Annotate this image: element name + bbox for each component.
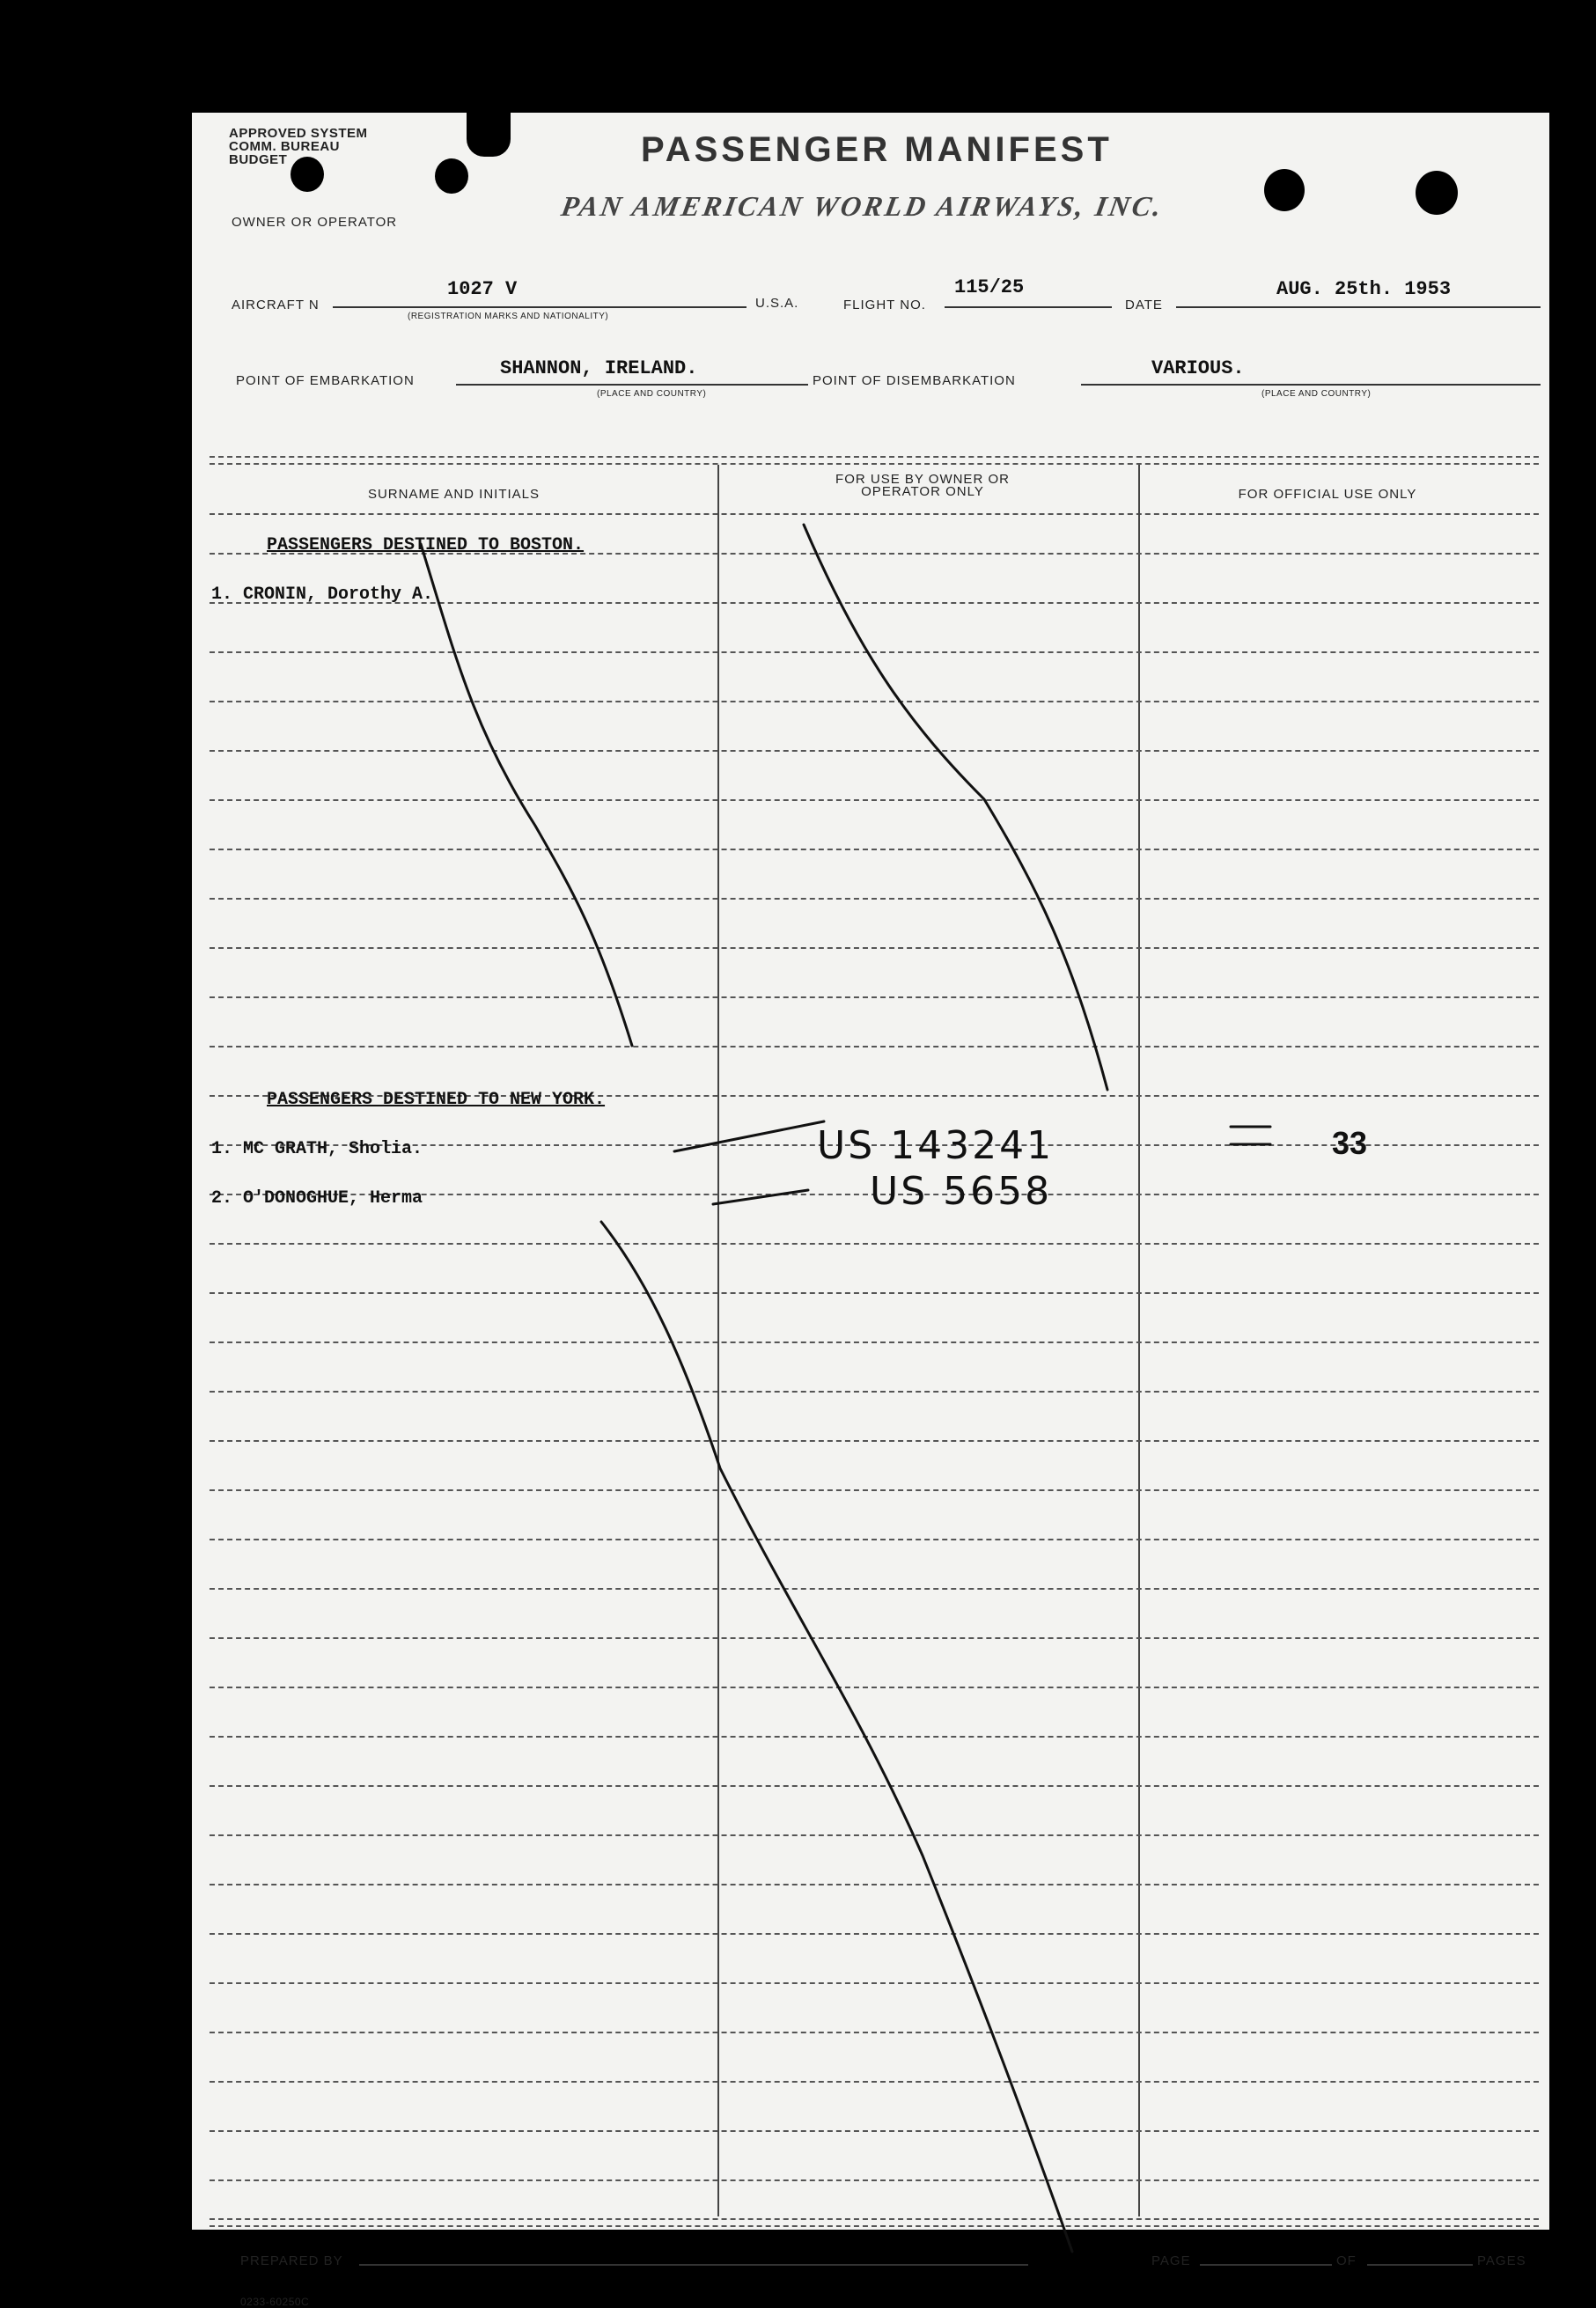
- date-value: AUG. 25th. 1953: [1276, 278, 1452, 300]
- prepared-by-underline: [359, 2264, 1028, 2266]
- official-number: 33: [1332, 1125, 1368, 1161]
- col-surname-header: SURNAME AND INITIALS: [367, 487, 541, 502]
- passenger-row: 2. O'DONOGHUE, Herma: [211, 1188, 423, 1209]
- pen-strokes: [192, 113, 1549, 2230]
- passenger-row: 1. CRONIN, Dorothy A.: [211, 584, 434, 605]
- col-owner-header: FOR USE BY OWNER OR OPERATOR ONLY: [835, 472, 1010, 499]
- page-label: PAGE: [1151, 2253, 1191, 2268]
- pages-label: PAGES: [1477, 2253, 1526, 2268]
- handwritten-passport-number: US 143241: [817, 1123, 1055, 1168]
- prepared-by-label: PREPARED BY: [240, 2253, 343, 2268]
- disembark-note: (PLACE AND COUNTRY): [1261, 389, 1372, 399]
- disembark-label: POINT OF DISEMBARKATION: [813, 373, 1016, 388]
- handwritten-passport-number: US 5658: [870, 1169, 1053, 1214]
- disembark-value: VARIOUS.: [1151, 357, 1245, 379]
- page-underline: [1200, 2264, 1332, 2266]
- passenger-row: 1. MC GRATH, Sholia.: [211, 1139, 423, 1159]
- aircraft-value: 1027 V: [447, 278, 518, 300]
- owner-label: OWNER OR OPERATOR: [232, 215, 398, 230]
- embark-label: POINT OF EMBARKATION: [236, 373, 415, 388]
- col-official-header: FOR OFFICIAL USE ONLY: [1238, 487, 1417, 502]
- company-name: PAN AMERICAN WORLD AIRWAYS, INC.: [558, 190, 1166, 222]
- flight-value: 115/25: [954, 276, 1025, 298]
- nationality: U.S.A.: [755, 296, 799, 311]
- aircraft-note: (REGISTRATION MARKS AND NATIONALITY): [408, 312, 609, 321]
- form-number: 0233-60250C: [240, 2296, 310, 2308]
- approval-stamp: APPROVED SYSTEM COMM. BUREAU BUDGET: [229, 126, 368, 167]
- embark-note: (PLACE AND COUNTRY): [597, 389, 707, 399]
- boston-heading: PASSENGERS DESTINED TO BOSTON.: [267, 535, 585, 555]
- aircraft-label: AIRCRAFT N: [232, 298, 320, 312]
- embark-value: SHANNON, IRELAND.: [500, 357, 698, 379]
- date-label: DATE: [1125, 298, 1163, 312]
- of-label: OF: [1336, 2253, 1357, 2268]
- page-title: PASSENGER MANIFEST: [641, 130, 1113, 169]
- flight-label: FLIGHT NO.: [843, 298, 926, 312]
- manifest-page: [192, 113, 1549, 2308]
- ny-heading: PASSENGERS DESTINED TO NEW YORK.: [267, 1090, 606, 1110]
- of-underline: [1367, 2264, 1473, 2266]
